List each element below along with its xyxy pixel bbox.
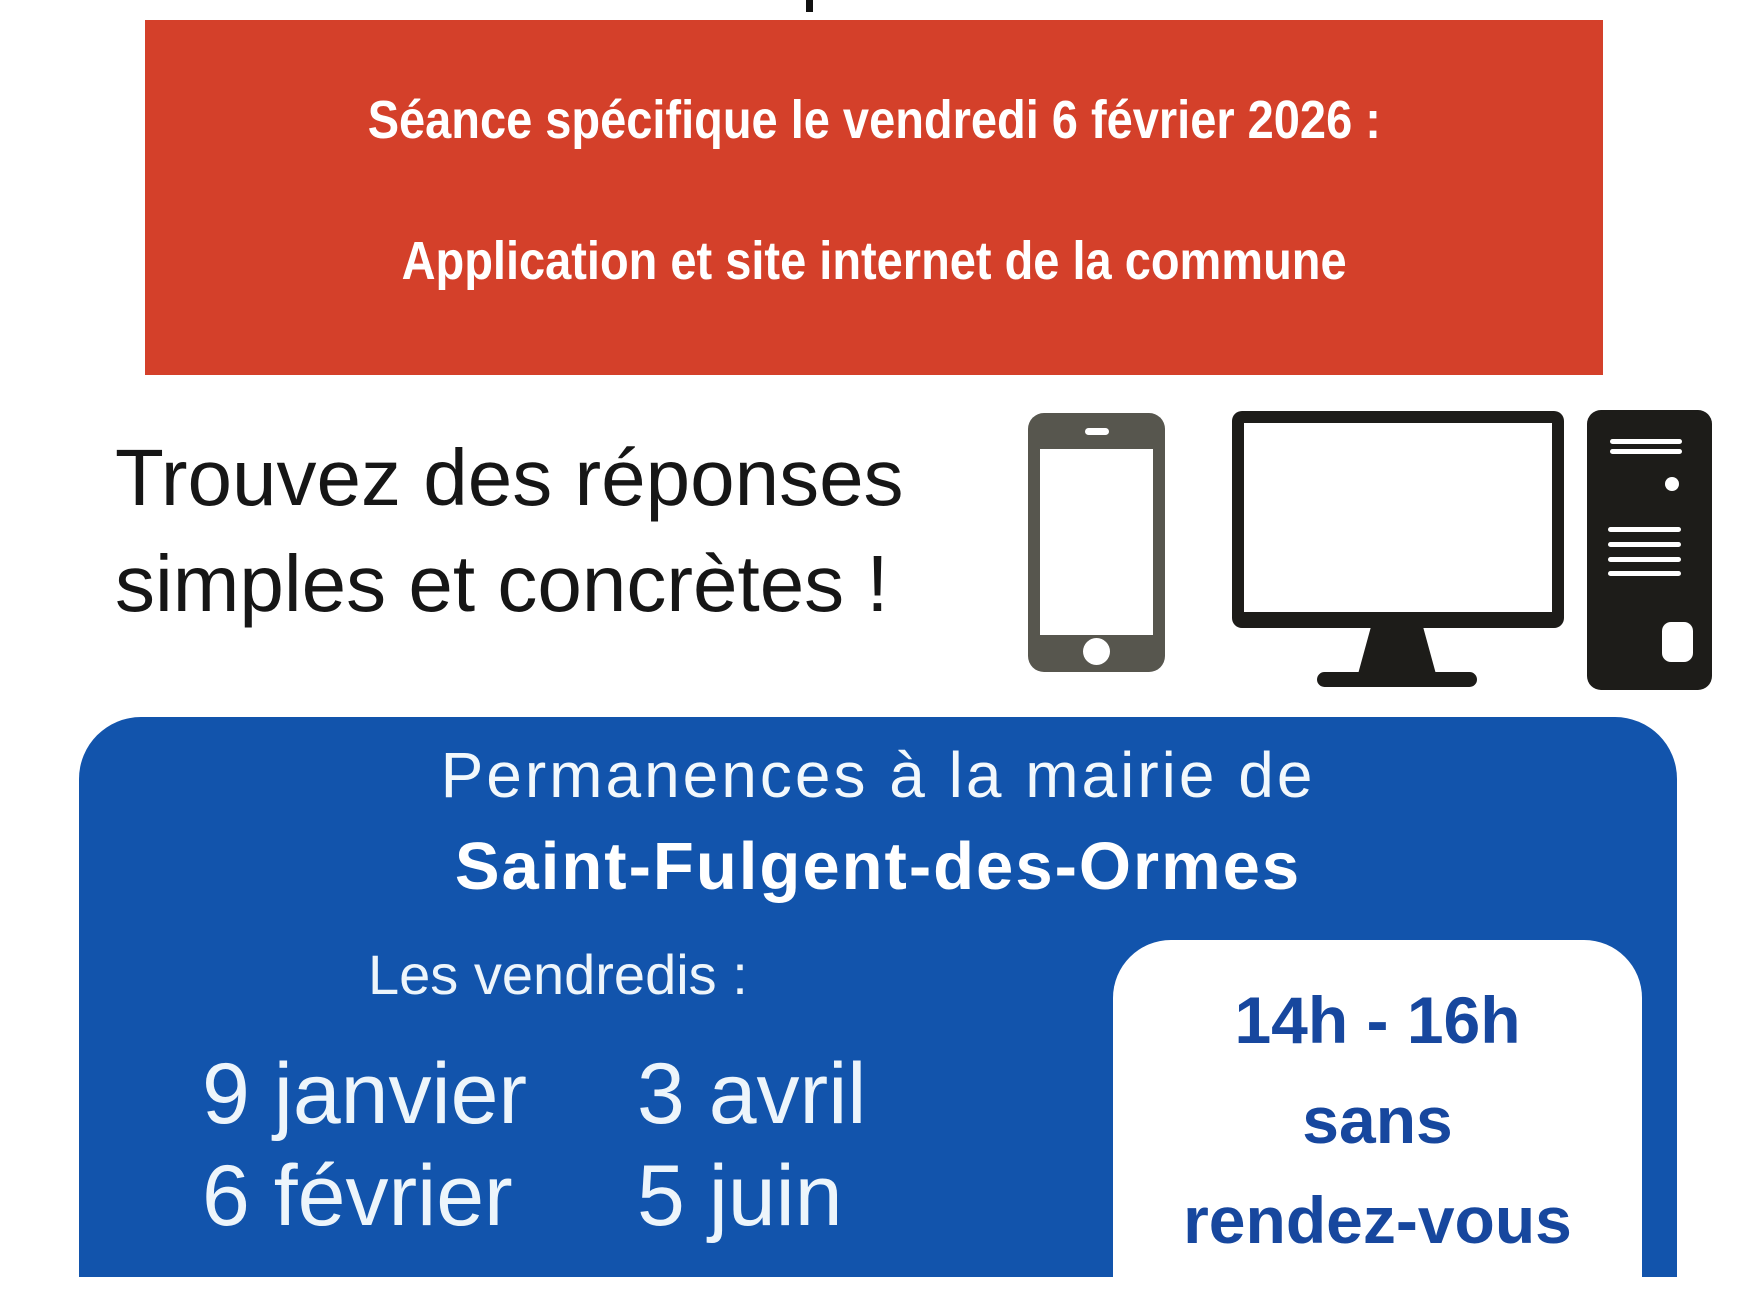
date-item: 5 juin xyxy=(637,1148,843,1244)
tower-vent xyxy=(1608,557,1681,562)
smartphone-icon xyxy=(1028,413,1165,672)
cropped-letter-fragment xyxy=(806,0,813,12)
tower-power-button xyxy=(1662,622,1693,662)
hours-note-line-2: rendez-vous xyxy=(1183,1183,1572,1257)
date-item: 3 avril xyxy=(637,1046,867,1142)
banner-line-2-text: Application et site internet de la commune xyxy=(401,231,1347,291)
hours-box xyxy=(1113,940,1642,1300)
date-item: 6 février xyxy=(202,1148,513,1244)
tower-vent xyxy=(1608,571,1681,576)
tower-vent xyxy=(1608,527,1681,532)
headline-line-1: Trouvez des réponses xyxy=(115,433,904,522)
phone-speaker xyxy=(1085,428,1109,435)
tower-drive-slot xyxy=(1610,439,1682,444)
tower-vent xyxy=(1608,542,1681,547)
hours-note-line-1: sans xyxy=(1302,1083,1453,1157)
monitor-stand-base xyxy=(1317,672,1477,687)
date-item: 9 janvier xyxy=(202,1046,528,1142)
permanences-title: Permanences à la mairie de xyxy=(440,739,1316,811)
banner-line-2 xyxy=(145,231,1603,291)
headline-line-2: simples et concrètes ! xyxy=(115,539,889,628)
banner-line-1-text: Séance spécifique le vendredi 6 février 2026 : xyxy=(367,90,1381,150)
hours-range: 14h - 16h xyxy=(1234,983,1521,1057)
computer-tower-icon xyxy=(1587,410,1712,690)
tower-power-led xyxy=(1665,477,1679,491)
monitor-stand-neck xyxy=(1352,627,1442,673)
permanences-town-name: Saint-Fulgent-des-Ormes xyxy=(454,829,1302,904)
schedule-label: Les vendredis : xyxy=(368,943,748,1006)
banner-line-1 xyxy=(145,90,1603,150)
desktop-monitor-icon xyxy=(1232,411,1564,628)
phone-home-button xyxy=(1083,638,1110,665)
permanences-panel xyxy=(79,717,1677,1277)
phone-screen xyxy=(1040,449,1153,635)
session-banner xyxy=(145,20,1603,375)
tower-drive-slot xyxy=(1610,449,1682,454)
